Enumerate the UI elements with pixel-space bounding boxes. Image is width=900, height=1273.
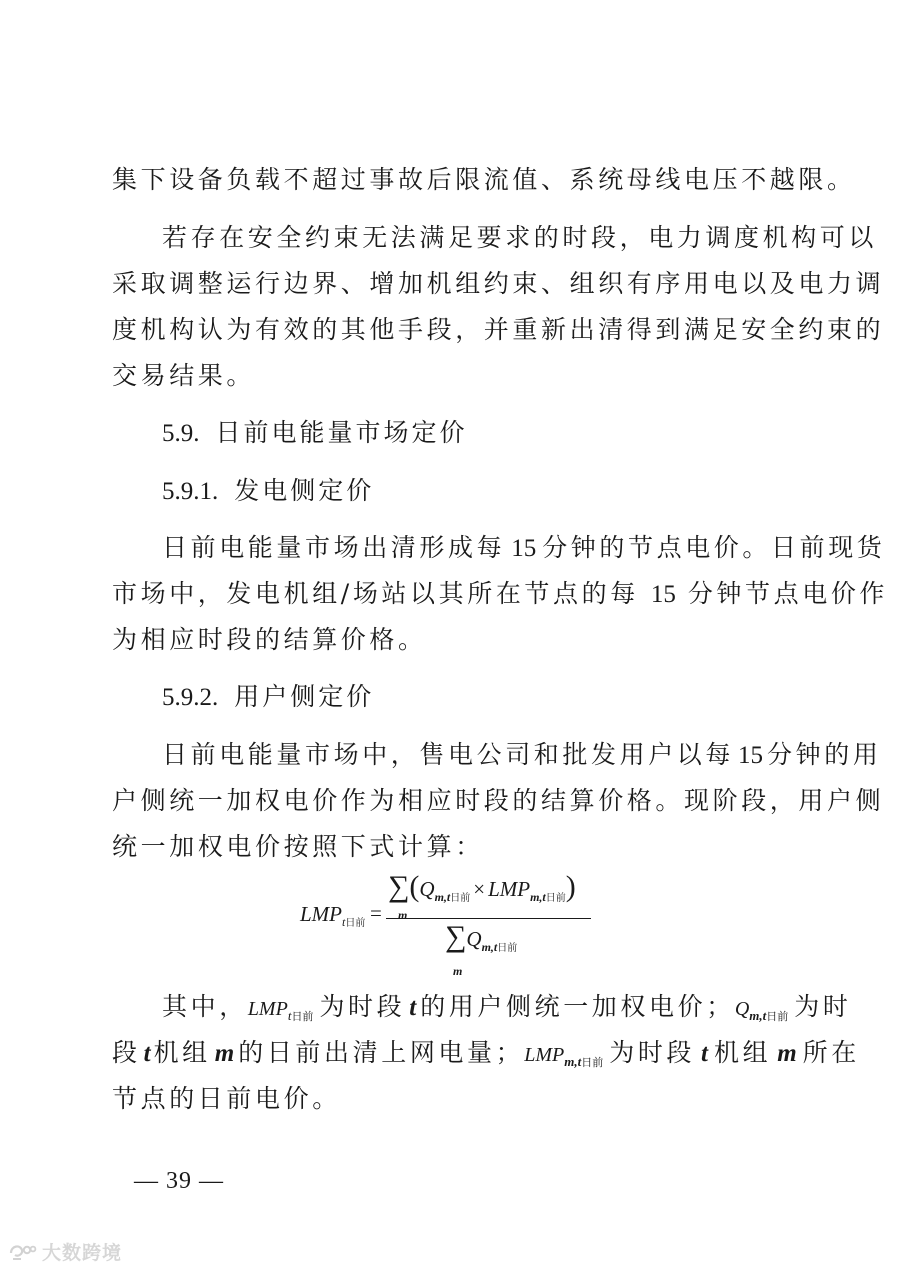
- sum-index: m: [453, 964, 463, 978]
- text-span: 的日前出清上网电量；: [238, 1038, 525, 1067]
- paragraph-line: [112, 1036, 860, 1080]
- sum-index: m: [398, 908, 408, 922]
- paragraph-line: 若存在安全约束无法满足要求的时段，电力调度机构可以: [162, 223, 878, 252]
- heading-number: 5.9.2.: [162, 684, 219, 711]
- text-span: 日前电能量市场中，售电公司和批发用户以每: [162, 740, 735, 769]
- heading-text: 发电侧定价: [234, 476, 375, 505]
- lhs-symbol: LMP: [300, 902, 342, 926]
- paragraph-line: 采取调整运行边界、增加机组约束、组织有序用电以及电力调: [112, 269, 885, 298]
- watermark: [8, 1238, 122, 1265]
- text-span: 分钟的用: [767, 740, 882, 769]
- q-subscript: m,t: [749, 1008, 767, 1023]
- text-span: 的用户侧统一加权电价；: [420, 992, 735, 1021]
- weighted-price-formula: [290, 868, 610, 978]
- text-span: 日前电能量市场出清形成每: [162, 533, 506, 562]
- lmp-subscript-cn: 日前: [545, 893, 566, 904]
- number-span: 15: [650, 581, 676, 608]
- page-number: — 39 —: [134, 1168, 224, 1194]
- paragraph-line: 度机构认为有效的其他手段，并重新出清得到满足安全约束的: [112, 315, 885, 344]
- t-symbol: t: [409, 994, 417, 1021]
- section-heading-5-9-2: [162, 680, 842, 715]
- paragraph-line: 为相应时段的结算价格。: [112, 625, 427, 654]
- section-heading-5-9: [162, 416, 842, 451]
- text-span: 所在: [802, 1038, 860, 1067]
- q-subscript-cn: 日前: [450, 893, 471, 904]
- q-subscript: m,t: [434, 890, 451, 904]
- number-span: 15: [511, 535, 537, 562]
- paragraph-line: 节点的日前电价。: [112, 1084, 341, 1113]
- formula-numerator: ∑ m $(Q_{m,t日前} \times LMP_{m,t日前})$: [388, 870, 576, 922]
- paragraph-line: 统一加权电价按照下式计算：: [112, 832, 484, 861]
- text-span: 机组: [713, 1038, 772, 1067]
- fraction-bar: [386, 918, 591, 919]
- section-heading-5-9-1: [162, 474, 842, 509]
- t-symbol: t: [701, 1040, 708, 1067]
- watermark-logo-icon: [8, 1241, 38, 1263]
- lhs-subscript: t: [342, 915, 346, 929]
- sum-symbol: ∑: [445, 920, 467, 953]
- paragraph-line: 交易结果。: [112, 361, 256, 390]
- lmp-subscript: m,t: [530, 890, 546, 904]
- q-subscript-cn: 日前: [766, 1010, 789, 1023]
- watermark-text: 大数跨境: [42, 1242, 123, 1264]
- heading-number: 5.9.: [162, 420, 200, 447]
- lmp-subscript-cn: 日前: [291, 1010, 314, 1023]
- text-span: 分钟节点电价作: [687, 579, 889, 608]
- lhs-subscript-cn: 日前: [345, 918, 366, 929]
- heading-number: 5.9.1.: [162, 478, 219, 505]
- m-symbol: m: [777, 1040, 797, 1067]
- text-span: 市场中，发电机组/场站以其所在节点的每: [112, 579, 639, 608]
- text-span: 为时段: [319, 992, 406, 1021]
- lmp-subscript-cn: 日前: [581, 1056, 604, 1069]
- paragraph-line: [162, 531, 886, 566]
- paragraph-line: [112, 577, 889, 612]
- q-symbol: Q: [419, 877, 435, 901]
- number-span: 15: [738, 742, 764, 769]
- heading-text: 用户侧定价: [234, 682, 375, 711]
- text-span: 为时: [794, 992, 852, 1021]
- paragraph-line: 户侧统一加权电价作为相应时段的结算价格。现阶段，用户侧: [112, 786, 885, 815]
- m-symbol: m: [214, 1040, 235, 1067]
- text-span: 机组: [153, 1038, 211, 1067]
- text-span: 其中，: [162, 992, 248, 1021]
- q-subscript-cn: 日前: [497, 943, 518, 954]
- formula-lhs: [300, 902, 365, 930]
- lmp-subscript: t: [287, 1008, 292, 1023]
- sum-symbol: ∑: [388, 870, 410, 903]
- lmp-symbol: LMP: [488, 877, 531, 901]
- lmp-symbol: LMP: [524, 1044, 565, 1066]
- text-span: 为时段: [609, 1038, 696, 1067]
- heading-text: 日前电能量市场定价: [215, 418, 468, 447]
- paragraph-line: 集下设备负载不超过事故后限流值、系统母线电压不越限。: [112, 165, 856, 194]
- t-symbol: t: [143, 1040, 151, 1067]
- q-symbol: Q: [734, 998, 750, 1020]
- text-span: 段: [112, 1038, 141, 1067]
- lmp-symbol: LMP: [247, 998, 288, 1020]
- lmp-subscript: m,t: [564, 1054, 582, 1069]
- formula-denominator: [445, 920, 518, 978]
- q-symbol: Q: [466, 927, 482, 951]
- formula-equals: =: [370, 901, 382, 925]
- paragraph-line: [162, 990, 852, 1034]
- paragraph-line: [162, 738, 882, 773]
- text-span: 分钟的节点电价。日前现货: [542, 533, 886, 562]
- times-symbol: ×: [473, 877, 486, 901]
- q-subscript: m,t: [481, 940, 498, 954]
